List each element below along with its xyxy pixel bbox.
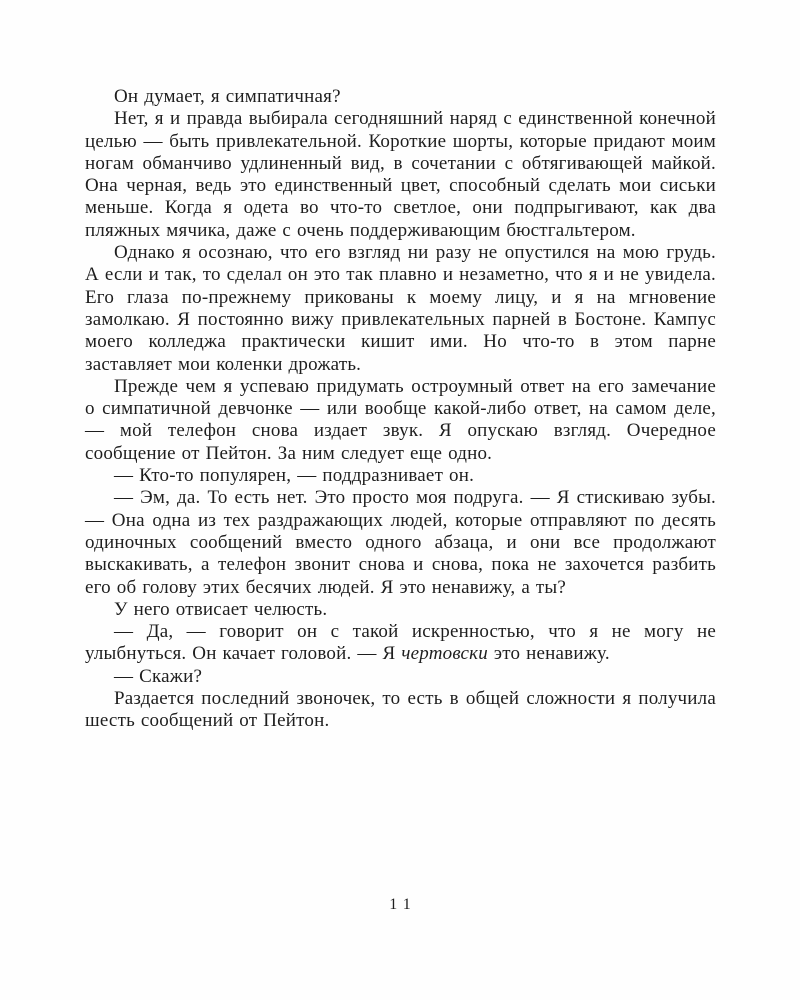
text-block [85, 86, 716, 733]
paragraph-dialogue: — Скажи? [114, 665, 203, 687]
paragraph: Однако я осознаю, что его взгляд ни разу не опустился на мою грудь. А если и так, то сделал он это так плавно и незаметно, что я и не увидела. Его глаза по-прежнему прикованы к моему лицу, и я на мгновение замолкаю. Я постоянно вижу привлекательных парней в Бостоне. Кампус моего колледжа практически кишит ими. Но что-то в этом парне заставляет мои коленки дрожать. [85, 242, 716, 375]
paragraph: Он думает, я симпатичная? [114, 86, 341, 107]
paragraph: Нет, я и правда выбирала сегодняшний наряд с единственной конечной целью — быть привлекательной. Короткие шорты, которые придают моим ногам обманчиво удлиненный вид, в сочетании с обтягивающей майкой. Она черная, ведь это единственный цвет, способный сделать мои сиськи меньше. Когда я одета во что-то светлое, они подпрыгивают, как два пляжных мячика, даже с очень поддерживающим бюстгальтером. [85, 108, 716, 241]
paragraph-text: — Да, — говорит он с такой искренностью, что я не могу не улыбнуться. Он качает головой. — Я [85, 621, 716, 665]
paragraph-dialogue: — Кто-то популярен, — поддразнивает он. [114, 465, 475, 487]
paragraph-italic-text: чертовски [401, 643, 488, 665]
paragraph-dialogue: — Эм, да. То есть нет. Это просто моя подруга. — Я стискиваю зубы. — Она одна из тех раздражающих людей, которые отправляют по десять одиночных сообщений вместо одного абзаца, и они все продолжают выскакивать, а телефон звонит снова и снова, пока не захочется разбить его об голову этих бесячих людей. Я это ненавижу, а ты? [85, 487, 716, 598]
page-number: 11 [389, 896, 417, 913]
paragraph-text: это ненавижу. [487, 643, 610, 665]
paragraph-dialogue [85, 621, 716, 666]
paragraph: Раздается последний звоночек, то есть в общей сложности я получила шесть сообщений от Пейтон. [85, 688, 716, 732]
paragraph: У него отвисает челюсть. [114, 598, 328, 620]
paragraph: Прежде чем я успеваю придумать остроумный ответ на его замечание о симпатичной девчонке — или вообще какой-либо ответ, на самом деле, — мой телефон снова издает звук. Я опускаю взгляд. Очередное сообщение от Пейтон. За ним следует еще одно. [85, 375, 716, 464]
